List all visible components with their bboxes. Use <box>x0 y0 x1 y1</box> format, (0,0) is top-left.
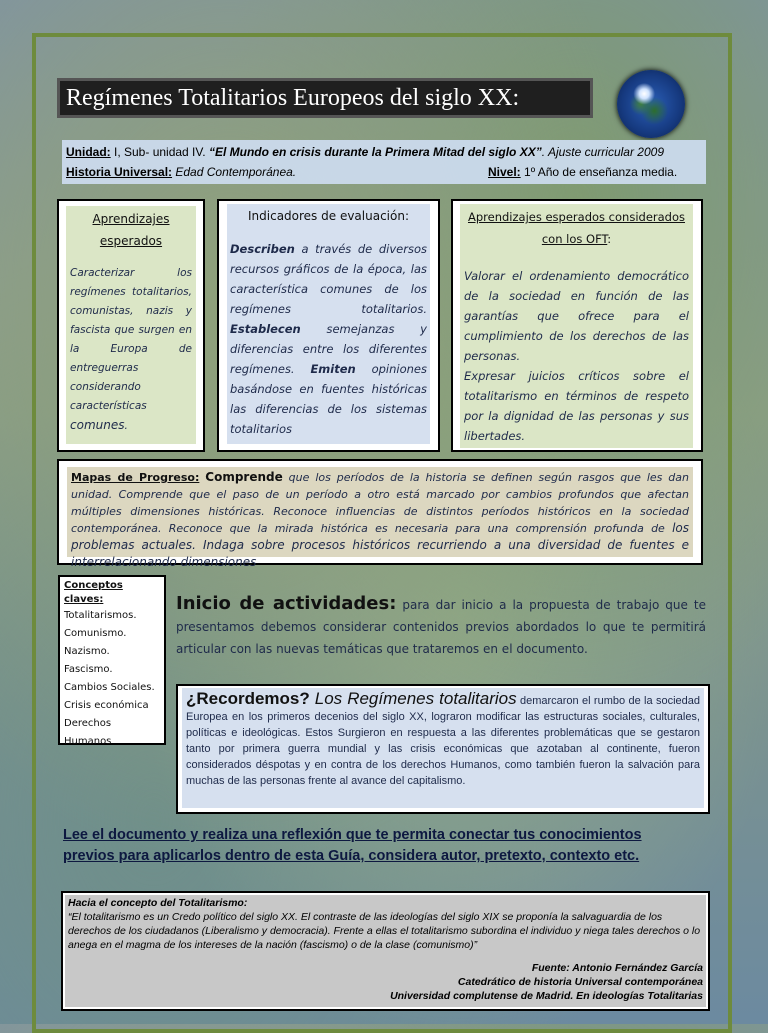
hacia-box <box>61 891 710 1011</box>
concept-item: Derechos <box>64 718 112 729</box>
describen-word: Describen <box>230 242 295 256</box>
oft-box: Aprendizajes esperados considerados con los OFT: Valorar el ordenamiento democrático de la sociedad en función de las garantías que ofrece para el cumplimiento de los derechos de las personas. Expresar juicios críticos sobre el totalitarismo en términos de respeto por la dignidad de las personas y sus libertades. <box>451 199 703 452</box>
inicio-section <box>176 593 706 660</box>
recordemos-text: demarcaron el rumbo de la sociedad Europea en los primeros decenios del siglo XX, lograron modificar las estructuras sociales, culturales, políticas e ideológicas. Estos Surgieron en respuesta a las diferentes problemáticas que se gestaron tanto por primera guerra mundial y las crisis económicas que azotaban al continente, fueron considerados déspotas y en contra de los derechos Humanos, como también fueron la salvación para muchas de las personas frente al avance del capitalismo. <box>186 695 700 787</box>
concept-item: Totalitarismos. <box>64 610 137 621</box>
oft-header: Aprendizajes esperados considerados con los OFT <box>467 210 685 246</box>
nivel-label: Nivel: <box>488 165 521 179</box>
nivel-text: 1º Año de enseñanza media. <box>520 165 678 179</box>
indicadores-text-1: a través de diversos recursos gráficos de la época, las característica comunes de los regímenes totalitarios. <box>230 242 427 316</box>
recordemos-heading: ¿Recordemos? <box>186 689 310 708</box>
concept-item: Comunismo. <box>64 628 127 639</box>
hacia-source-3: Universidad complutense de Madrid. En ideologías Totalitarias <box>390 990 703 1002</box>
globe-icon <box>617 70 685 138</box>
unidad-label: Unidad: <box>66 145 111 159</box>
recordemos-subheading: Los Regímenes totalitarios <box>309 689 517 708</box>
unit-info-bar <box>62 140 706 184</box>
concept-item: Humanos <box>64 736 112 747</box>
mapas-label: Mapas de Progreso: <box>71 471 200 484</box>
unidad-text: I, Sub- unidad IV. <box>110 145 209 159</box>
lee-instruction <box>63 825 723 867</box>
indicadores-header: Indicadores de evaluación <box>248 209 405 223</box>
concept-item: Cambios Sociales. <box>64 682 155 693</box>
recordemos-box <box>176 684 710 814</box>
concept-item: Crisis económica <box>64 700 149 711</box>
page-title: Regímenes Totalitarios Europeos del siglo XX: <box>57 78 593 118</box>
unidad-title: “El Mundo en crisis durante la Primera Mitad del siglo XX” <box>208 145 542 159</box>
inicio-heading: Inicio de actividades: <box>176 593 397 614</box>
oft-paragraph-1: Valorar el ordenamiento democrático de la sociedad en función de las garantías que ofrece para el cumplimiento de los derechos de las personas. <box>464 269 689 363</box>
oft-paragraph-2: Expresar juicios críticos sobre el totalitarismo en términos de respeto por la dignidad de las personas y sus libertades. <box>464 369 689 443</box>
indicadores-text-3: opiniones basándose en fuentes históricas las diferencias de los sistemas totalitarios <box>230 362 427 436</box>
mapas-verb: Comprende <box>205 470 283 484</box>
establecen-word: Establecen <box>230 322 301 336</box>
conceptos-box: Conceptos claves: Totalitarismos. Comunismo. Nazismo. Fascismo. Cambios Sociales. Crisis económica Derechos Humanos <box>58 575 166 745</box>
hacia-source-1: Fuente: Antonio Fernández García <box>531 962 703 974</box>
aprendizajes-header: Aprendizajes esperados <box>92 212 170 248</box>
lee-underlined: Lee el documento y realiza una reflexión que te permita conectar tus conocimientos <box>63 827 642 843</box>
aprendizajes-body: Caracterizar los regímenes totalitarios, comunistas, nazis y fascista que surgen en la Europa de entreguerras considerando características <box>70 267 192 412</box>
lee-rest: previos para aplicarlos dentro de esta Guía, considera autor, pretexto, contexto etc. <box>63 848 640 864</box>
indicadores-text-2: semejanzas y diferencias entre los diferentes regímenes. <box>230 322 427 376</box>
inicio-text: para dar inicio a la propuesta de trabajo que te presentamos debemos considerar contenidos previos abordados lo que te permitirá articular con las nuevas temáticas que trataremos en el documento. <box>176 598 706 656</box>
concept-item: Fascismo. <box>64 664 113 675</box>
indicadores-box: Indicadores de evaluación: Describen a través de diversos recursos gráficos de la época, las característica comunes de los regímenes totalitarios. Establecen semejanzas y diferencias entre los diferentes regímenes. Emiten opiniones basándose en fuentes históricas las diferencias de los sistemas totalitarios <box>217 199 440 452</box>
hacia-quote: “El totalitarismo es un Credo político del siglo XX. El contraste de las ideologías del siglo XIX se proponía la salvaguardia de los derechos de los ciudadanos (Liberalismo y democracia). Frente a ellas el totalitarismo subordina el individuo y niega tales derechos o lo anega en el magma de los intereses de la nación (fascismo) o de la clase (comunismo)” <box>68 911 701 951</box>
unidad-suffix: . Ajuste curricular 2009 <box>541 145 664 159</box>
hacia-title: Hacia el concepto del Totalitarismo: <box>68 897 248 909</box>
mapas-text: que los períodos de la historia se definen según rasgos que les dan unidad. Comprende que el paso de un período a otro está marcado por cambios profundos que afectan múltiples dimensiones históricas. Reconoce influencias de distintos períodos históricos en la sociedad contemporánea. Reconoce que la mirada histórica es necesaria para una comprensión profunda de <box>71 471 689 535</box>
emiten-word: Emiten <box>310 362 356 376</box>
historia-text: Edad Contemporánea. <box>172 165 297 179</box>
aprendizajes-box: Aprendizajes esperados Caracterizar los regímenes totalitarios, comunistas, nazis y fascista que surgen en la Europa de entreguerras considerando características comunes. <box>57 199 205 452</box>
mapas-tail: los problemas actuales. Indaga sobre procesos históricos recurriendo a una diversidad de fuentes e interrelacionando dimensiones <box>71 521 689 569</box>
mapas-box <box>57 459 703 569</box>
conceptos-title: Conceptos claves <box>64 580 123 605</box>
concept-item: Nazismo. <box>64 646 110 657</box>
hacia-source-2: Catedrático de historia Universal contemporánea <box>457 976 703 988</box>
aprendizajes-last: comunes <box>70 418 125 432</box>
historia-label: Historia Universal: <box>66 165 173 179</box>
